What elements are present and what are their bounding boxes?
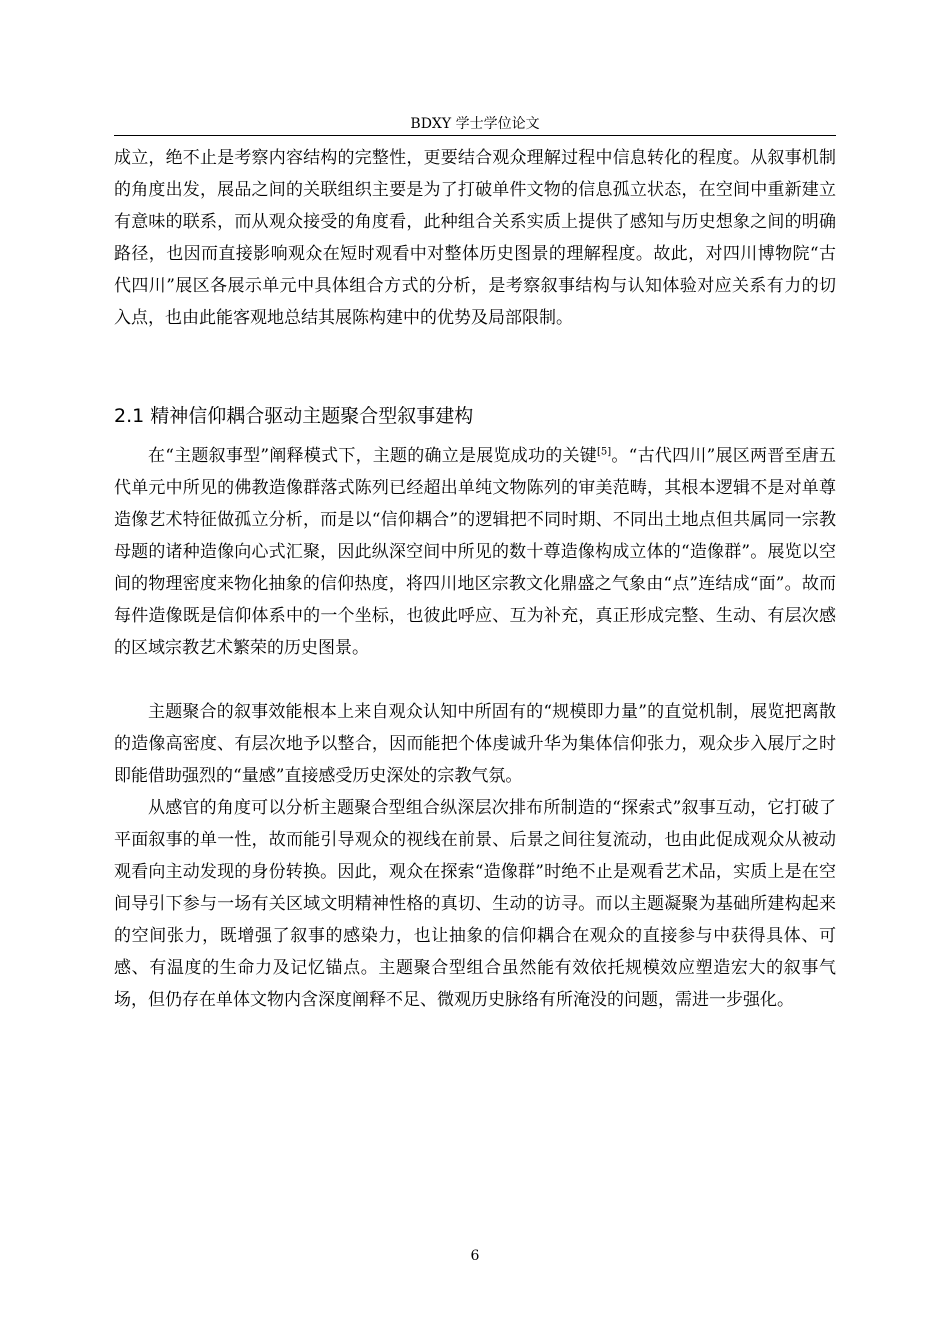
paragraph-1-text-start: 在“主题叙事型”阐释模式下，主题的确立是展览成功的关键 (148, 446, 597, 466)
page-header (114, 114, 836, 136)
paragraph-1 (114, 440, 836, 664)
citation-reference[interactable]: [5] (597, 446, 612, 458)
paragraph-1-text-end: 。“古代四川”展区两晋至唐五代单元中所见的佛教造像群落式陈列已经超出单纯文物陈列的审美范畴，其根本逻辑不是对单尊造像艺术特征做孤立分析，而是以“信仰耦合”的逻辑把不同时期、不同出土地点但共属同一宗教母题的诸种造像向心式汇聚，因此纵深空间中所见的数十尊造像构成立体的“造像群”。展览以空间的物理密度来物化抽象的信仰热度，将四川地区宗教文化鼎盛之气象由“点”连结成“面”。故而每件造像既是信仰体系中的一个坐标，也彼此呼应、互为补充，真正形成完整、生动、有层次感的区域宗教艺术繁荣的历史图景。 (114, 446, 836, 658)
paragraph-3: 从感官的角度可以分析主题聚合型组合纵深层次排布所制造的“探索式”叙事互动，它打破了平面叙事的单一性，故而能引导观众的视线在前景、后景之间往复流动，也由此促成观众从被动观看向主动发现的身份转换。因此，观众在探索“造像群”时绝不止是观看艺术品，实质上是在空间导引下参与一场有关区域文明精神性格的真切、生动的访寻。而以主题凝聚为基础所建构起来的空间张力，既增强了叙事的感染力，也让抽象的信仰耦合在观众的直接参与中获得具体、可感、有温度的生命力及记忆锚点。主题聚合型组合虽然能有效依托规模效应塑造宏大的叙事气场，但仍存在单体文物内含深度阐释不足、微观历史脉络有所淹没的问题，需进一步强化。 (114, 798, 836, 1010)
paragraph-intro: 成立，绝不止是考察内容结构的完整性，更要结合观众理解过程中信息转化的程度。从叙事机制的角度出发，展品之间的关联组织主要是为了打破单件文物的信息孤立状态，在空间中重新建立有意味的联系，而从观众接受的角度看，此种组合关系实质上提供了感知与历史想象之间的明确路径，也因而直接影响观众在短时观看中对整体历史图景的理解程度。故此，对四川博物院“古代四川”展区各展示单元中具体组合方式的分析，是考察叙事结构与认知体验对应关系有力的切入点，也由此能客观地总结其展陈构建中的优势及局部限制。 (114, 148, 836, 328)
header-title: BDXY 学士学位论文 (410, 116, 540, 132)
paragraph-2: 主题聚合的叙事效能根本上来自观众认知中所固有的“规模即力量”的直觉机制，展览把离散的造像高密度、有层次地予以整合，因而能把个体虔诚升华为集体信仰张力，观众步入展厅之时即能借助强烈的“量感”直接感受历史深处的宗教气氛。 (114, 702, 836, 786)
section-heading: 2.1 精神信仰耦合驱动主题聚合型叙事建构 (114, 405, 474, 427)
page-number: 6 (470, 1248, 480, 1264)
